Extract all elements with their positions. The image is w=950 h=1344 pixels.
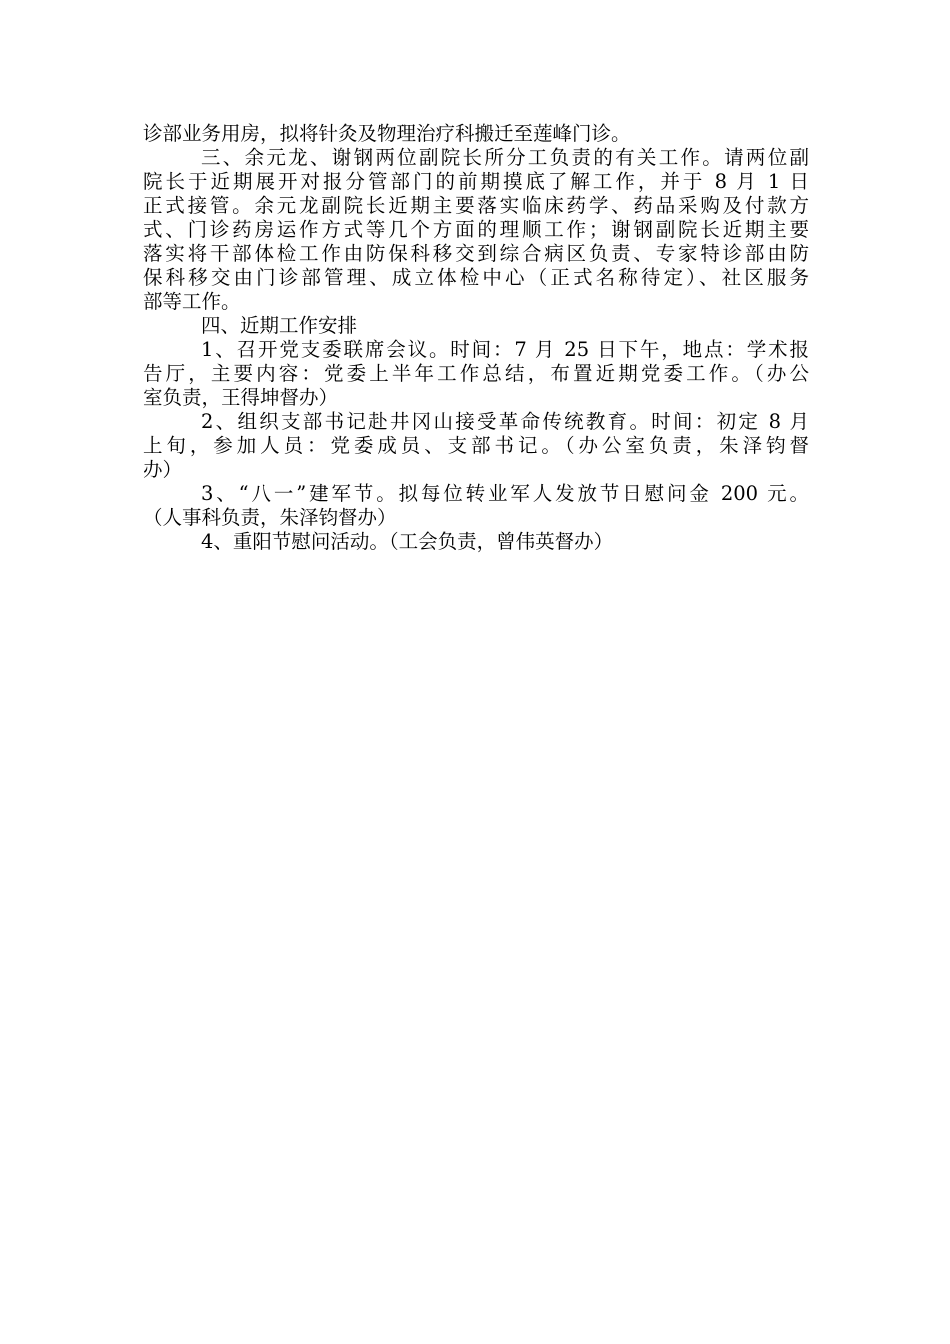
text-line: 部等工作。: [143, 290, 241, 313]
text-line: 告厅，主要内容：党委上半年工作总结，布置近期党委工作。（办公: [143, 362, 809, 385]
text-line: 保科移交由门诊部管理、成立体检中心（正式名称待定）、社区服务: [143, 266, 809, 289]
text-line: 落实将干部体检工作由防保科移交到综合病区负责、专家特诊部由防: [143, 242, 809, 265]
text-line: 院长于近期展开对报分管部门的前期摸底了解工作，并于 8 月 1 日: [143, 170, 809, 193]
text-line: 上旬，参加人员：党委成员、支部书记。（办公室负责，朱泽钧督: [143, 434, 809, 457]
text-line: 正式接管。余元龙副院长近期主要落实临床药学、药品采购及付款方: [143, 194, 809, 217]
text-line: 三、余元龙、谢钢两位副院长所分工负责的有关工作。请两位副: [201, 146, 809, 169]
text-line: 室负责，王得坤督办）: [143, 386, 339, 409]
section-heading: 四、近期工作安排: [201, 314, 358, 337]
text-line: 3、“八一”建军节。拟每位转业军人发放节日慰问金 200 元。: [201, 482, 809, 505]
text-line: （人事科负责，朱泽钧督办）: [143, 506, 397, 529]
text-line: 2、组织支部书记赴井冈山接受革命传统教育。时间：初定 8 月: [201, 410, 809, 433]
text-line: 诊部业务用房，拟将针灸及物理治疗科搬迁至莲峰门诊。: [143, 122, 631, 145]
text-line: 办）: [143, 458, 183, 481]
text-line: 式、门诊药房运作方式等几个方面的理顺工作；谢钢副院长近期主要: [143, 218, 809, 241]
text-line: 4、重阳节慰问活动。（工会负责，曾伟英督办）: [201, 530, 614, 553]
document-body: [143, 122, 809, 554]
text-line: 1、召开党支委联席会议。时间：7 月 25 日下午，地点：学术报: [201, 338, 809, 361]
